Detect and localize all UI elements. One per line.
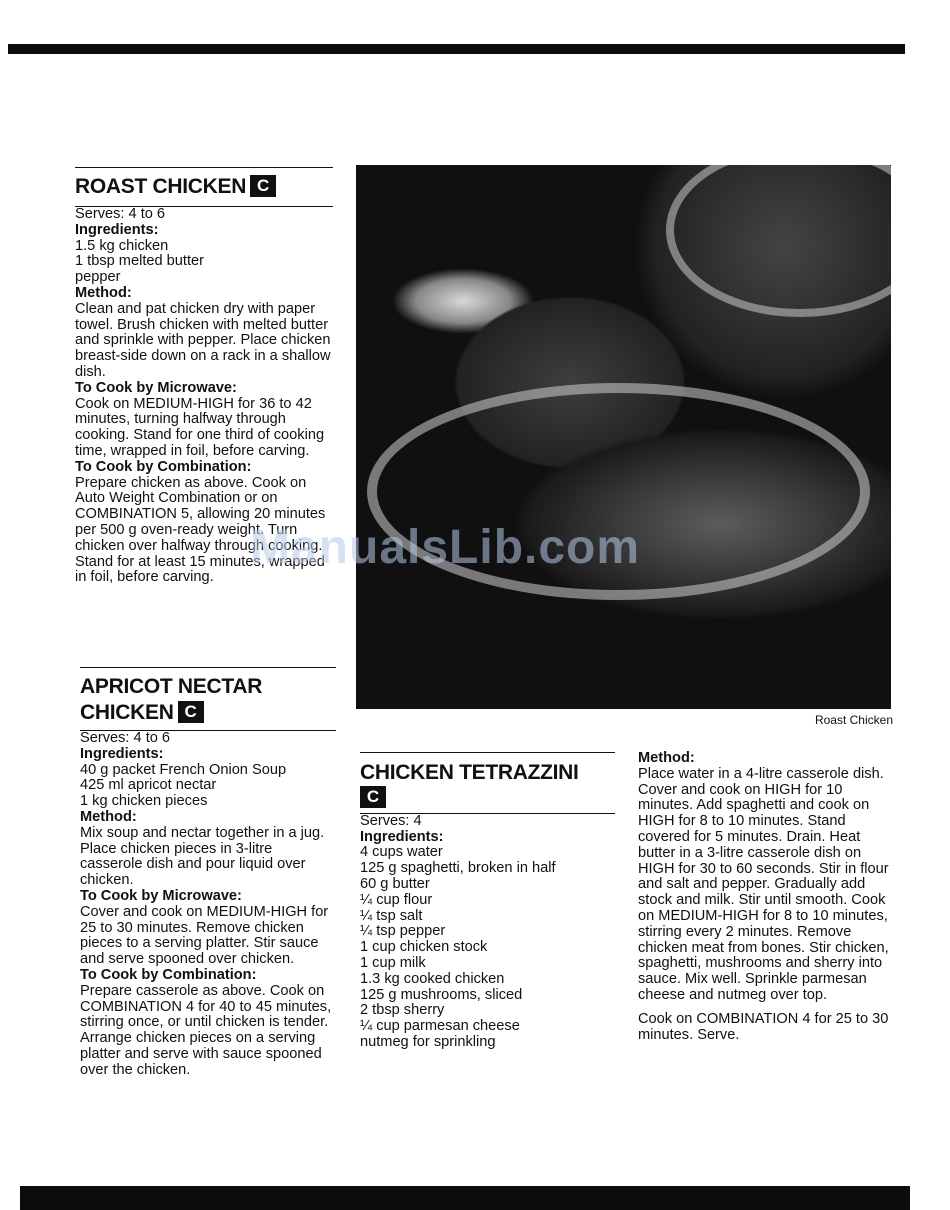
method-heading: Method: (75, 284, 132, 301)
ingredient: 2 tbsp sherry (360, 1002, 445, 1019)
serves: Serves: 4 (360, 812, 422, 829)
ingredient: 1 kg chicken pieces (80, 793, 208, 810)
ingredient: pepper (75, 269, 121, 286)
recipe-title-line2: CHICKEN (80, 701, 174, 724)
top-rule (8, 44, 905, 54)
combination-heading: To Cook by Combination: (75, 458, 252, 475)
combination-badge: C (360, 786, 386, 808)
method-heading: Method: (638, 750, 695, 766)
ingredient: 1.5 kg chicken (75, 237, 169, 254)
combination-badge: C (178, 701, 204, 723)
ingredient: 1 tbsp melted butter (75, 253, 204, 270)
photo-bowl-shape (666, 165, 891, 317)
ingredients-list (360, 845, 615, 1050)
bottom-rule (20, 1186, 910, 1210)
rule (360, 752, 615, 753)
serves: Serves: 4 to 6 (75, 206, 166, 222)
apricot-nectar-recipe (80, 667, 336, 1079)
ingredient: 40 g packet French Onion Soup (80, 761, 287, 778)
ingredients-list (75, 239, 333, 286)
rule (80, 667, 336, 668)
ingredient: 60 g butter (360, 875, 430, 892)
combination-heading: To Cook by Combination: (80, 966, 257, 983)
combination-badge: C (250, 175, 276, 197)
microwave-text: Cover and cook on MEDIUM-HIGH for 25 to 30 minutes. Remove chicken pieces to a serving platter. Stir sauce and serve spooned over chicken. (80, 903, 329, 968)
ingredient: ¼ cup parmesan cheese (360, 1018, 520, 1035)
ingredient: 425 ml apricot nectar (80, 777, 217, 794)
ingredient: 1.3 kg cooked chicken (360, 970, 505, 987)
ingredient: nutmeg for sprinkling (360, 1033, 496, 1050)
ingredient: ¼ tsp pepper (360, 923, 446, 940)
ingredients-heading: Ingredients: (75, 221, 159, 238)
combination-text: Prepare casserole as above. Cook on COMBINATION 4 for 40 to 45 minutes, stirring once, or until chicken is tender. Arrange chicken pieces on a serving platter and serve with sauce spooned over the chicken. (80, 982, 332, 1078)
ingredient: 125 g spaghetti, broken in half (360, 860, 556, 877)
ingredients-list (80, 763, 336, 810)
ingredients-heading: Ingredients: (80, 745, 164, 762)
recipe-title-text: ROAST CHICKEN (75, 175, 247, 198)
recipe-title (360, 760, 615, 809)
method-heading: Method: (80, 808, 137, 825)
method-text: Place water in a 4-litre casserole dish. Cover and cook on HIGH for 10 minutes. Add spaghetti and cook on HIGH for 8 to 10 minutes. Stand covered for 5 minutes. Drain. Heat butter in a 3-litre casserole dish on HIGH for 30 to 60 seconds. Stir in flour and salt and pepper. Gradually add stock and milk. Stir until smooth. Cook on MEDIUM-HIGH for 8 to 10 minutes, stirring every 2 minutes. Remove chicken meat from bones. Stir chicken, spaghetti, mushrooms and sherry into sauce. Mix well. Sprinkle parmesan cheese and nutmeg over top. (638, 765, 889, 1003)
microwave-heading: To Cook by Microwave: (80, 887, 242, 904)
ingredient: ¼ tsp salt (360, 907, 423, 924)
chicken-tetrazzini-method (638, 751, 894, 1043)
combination-text: Prepare chicken as above. Cook on Auto Weight Combination or on COMBINATION 5, allowing 20 minutes per 500 g oven-ready weight. Turn chicken over halfway through cooking. Stand for at least 15 minutes, wrapped in foil, before carving. (75, 474, 326, 586)
microwave-text: Cook on MEDIUM-HIGH for 36 to 42 minutes, turning halfway through cooking. Stand for one third of cooking time, wrapped in foil, before carving. (75, 395, 325, 459)
ingredient: 1 cup milk (360, 954, 426, 971)
roast-chicken-photo (356, 165, 891, 709)
recipe-title-line1: APRICOT NECTAR (80, 675, 263, 698)
recipe-title (80, 674, 336, 726)
ingredient: 125 g mushrooms, sliced (360, 986, 523, 1003)
microwave-heading: To Cook by Microwave: (75, 379, 237, 396)
recipe-title (75, 174, 333, 200)
recipe-title-text: CHICKEN TETRAZZINI (360, 761, 579, 784)
final-step-text: Cook on COMBINATION 4 for 25 to 30 minutes. Serve. (638, 1010, 889, 1043)
photo-caption: Roast Chicken (814, 713, 893, 727)
ingredient: ¼ cup flour (360, 891, 433, 908)
method-text: Clean and pat chicken dry with paper towel. Brush chicken with melted butter and sprinkle with pepper. Place chicken breast-side down on a rack in a shallow dish. (75, 300, 331, 380)
ingredient: 1 cup chicken stock (360, 939, 488, 956)
serves: Serves: 4 to 6 (80, 730, 171, 746)
ingredient: 4 cups water (360, 844, 443, 861)
ingredients-heading: Ingredients: (360, 828, 444, 845)
rule (75, 167, 333, 168)
watermark: ManualsLib.com (250, 521, 641, 574)
method-text: Mix soup and nectar together in a jug. Place chicken pieces in 3-litre casserole dish and pour liquid over chicken. (80, 824, 325, 889)
chicken-tetrazzini-recipe (360, 752, 615, 1051)
